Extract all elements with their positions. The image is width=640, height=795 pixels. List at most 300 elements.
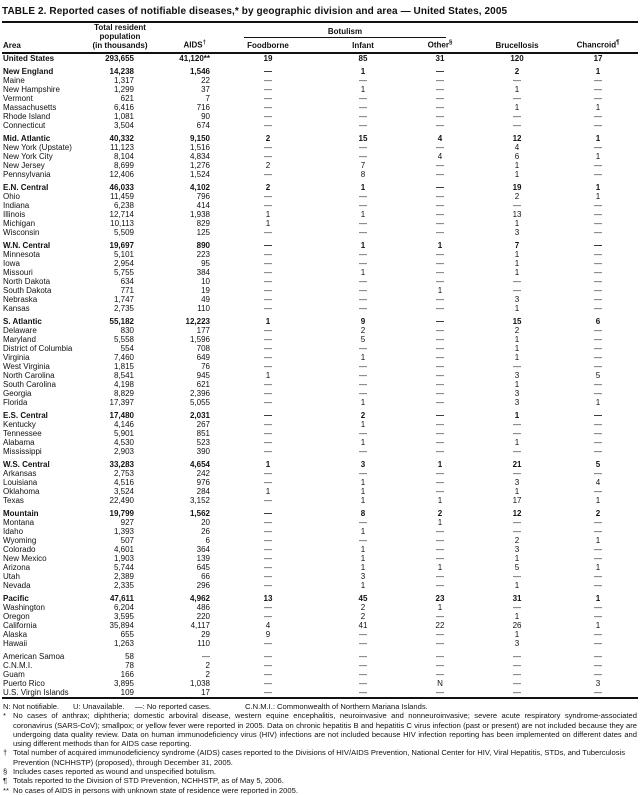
table-row: [2, 371, 638, 380]
cell-population: 8,699: [113, 161, 134, 170]
cell-chancroid: —: [594, 228, 603, 237]
cell-chancroid: —: [594, 670, 603, 679]
table-row: [2, 143, 638, 152]
cell-botulism-infant: 1: [360, 353, 366, 362]
cell-botulism-foodborne: —: [264, 67, 272, 76]
cell-botulism-other: 1: [437, 460, 443, 469]
table-row: [2, 527, 638, 536]
cell-area: American Samoa: [3, 652, 65, 661]
table-row: [2, 268, 638, 277]
cell-botulism-other: —: [436, 85, 444, 94]
cell-brucellosis: 4: [514, 143, 520, 152]
cell-brucellosis: 1: [514, 380, 520, 389]
column-header-brucellosis: Brucellosis: [495, 41, 539, 50]
cell-area: New Jersey: [3, 161, 45, 170]
cell-area: S. Atlantic: [3, 317, 42, 326]
cell-chancroid: —: [594, 603, 603, 612]
cell-population: 12,714: [109, 210, 134, 219]
cell-population: 1,263: [113, 639, 134, 648]
cell-chancroid: —: [594, 438, 603, 447]
table-row: [2, 210, 638, 219]
cell-botulism-other: 1: [437, 496, 443, 505]
cell-botulism-other: 1: [437, 603, 443, 612]
cell-area: Mountain: [3, 509, 39, 518]
cell-botulism-foodborne: —: [264, 268, 272, 277]
footnote-marker: §: [3, 767, 8, 777]
cell-population: 11,459: [110, 192, 134, 201]
cell-botulism-infant: —: [359, 192, 367, 201]
cell-aids: 2,031: [189, 411, 210, 420]
cell-botulism-other: —: [436, 670, 444, 679]
cell-botulism-infant: 1: [360, 545, 366, 554]
cell-area: New Mexico: [3, 554, 47, 563]
cell-aids: 5,055: [189, 398, 210, 407]
cell-brucellosis: —: [513, 469, 522, 478]
cell-botulism-infant: —: [359, 143, 367, 152]
cell-botulism-foodborne: 1: [265, 460, 271, 469]
table-row: [2, 447, 638, 456]
table-row: [2, 353, 638, 362]
cell-brucellosis: 1: [514, 630, 520, 639]
cell-botulism-infant: —: [359, 76, 367, 85]
cell-area: E.N. Central: [3, 183, 49, 192]
cell-brucellosis: 1: [514, 554, 520, 563]
cell-area: Alaska: [3, 630, 28, 639]
cell-botulism-foodborne: —: [264, 353, 272, 362]
cell-area: West Virginia: [3, 362, 50, 371]
cell-botulism-infant: —: [359, 259, 367, 268]
cell-botulism-foodborne: —: [264, 143, 272, 152]
cell-aids: 223: [196, 250, 210, 259]
cell-area: Massachusetts: [3, 103, 57, 112]
cell-botulism-infant: 1: [360, 85, 366, 94]
cell-area: Mid. Atlantic: [3, 134, 51, 143]
table-row: [2, 469, 638, 478]
cell-area: Alabama: [3, 438, 35, 447]
cell-botulism-foodborne: —: [264, 545, 272, 554]
cell-area: Iowa: [3, 259, 20, 268]
cell-botulism-other: N: [437, 679, 443, 688]
cell-botulism-infant: 1: [360, 438, 366, 447]
cell-aids: 716: [196, 103, 210, 112]
cell-brucellosis: 1: [514, 103, 520, 112]
abbrev-item: —: No reported cases.: [135, 702, 211, 711]
cell-botulism-infant: 1: [360, 581, 366, 590]
cell-brucellosis: —: [513, 362, 522, 371]
cell-population: 634: [120, 277, 134, 286]
cell-chancroid: 5: [595, 371, 601, 380]
cell-chancroid: —: [594, 411, 603, 420]
cell-botulism-other: —: [436, 344, 444, 353]
footnote: [3, 776, 637, 785]
cell-brucellosis: —: [513, 121, 522, 130]
cell-brucellosis: 3: [514, 398, 520, 407]
cell-chancroid: —: [594, 268, 603, 277]
cell-chancroid: —: [594, 353, 603, 362]
cell-botulism-other: —: [436, 527, 444, 536]
cell-botulism-foodborne: —: [264, 652, 272, 661]
cell-botulism-foodborne: —: [264, 518, 272, 527]
table-row: [2, 192, 638, 201]
cell-brucellosis: —: [513, 201, 522, 210]
cell-chancroid: —: [594, 259, 603, 268]
cell-botulism-infant: —: [359, 630, 367, 639]
cell-botulism-infant: 3: [360, 572, 366, 581]
cell-population: 19,799: [109, 509, 134, 518]
cell-botulism-other: —: [436, 94, 444, 103]
cell-botulism-infant: —: [359, 362, 367, 371]
cell-area: Washington: [3, 603, 45, 612]
cell-population: 7,460: [113, 353, 134, 362]
cell-botulism-infant: 2: [360, 603, 366, 612]
footnote-text: No cases of anthrax; diphtheria; domestic arboviral disease, western equine encephalitis, neuroinvasive and nonneuroinvasive; severe acute respiratory syndrome-associated coronavirus (SARS-CoV); smallpox; or yellow fever were reported in 2005. Data on chronic hepatitis B and hepatitis C virus infection (past or present) are not included because they are undergoing data quality review. Data on human immunodeficiency virus (HIV) infections are not included because HIV infection reporting has been implemented on different dates and using different methods than for AIDS case reporting.: [13, 711, 637, 749]
cell-area: New Hampshire: [3, 85, 60, 94]
cell-brucellosis: 3: [514, 228, 520, 237]
footnote-marker: ¶: [3, 776, 8, 786]
table-row: [2, 326, 638, 335]
cell-chancroid: —: [594, 554, 603, 563]
cell-botulism-foodborne: —: [264, 76, 272, 85]
cell-botulism-other: —: [436, 170, 444, 179]
footnote-marker: †: [3, 748, 8, 758]
cell-botulism-other: —: [436, 161, 444, 170]
cell-botulism-other: —: [436, 143, 444, 152]
cell-botulism-other: —: [436, 219, 444, 228]
cell-population: 621: [120, 94, 134, 103]
cell-aids: 1,562: [189, 509, 210, 518]
cell-botulism-foodborne: —: [264, 496, 272, 505]
cell-botulism-other: —: [436, 210, 444, 219]
cell-chancroid: —: [594, 112, 603, 121]
cell-area: California: [3, 621, 37, 630]
cell-chancroid: —: [594, 688, 603, 697]
cell-botulism-infant: —: [359, 277, 367, 286]
cell-area: Minnesota: [3, 250, 40, 259]
table-row: [2, 76, 638, 85]
table-row: [2, 277, 638, 286]
cell-botulism-infant: —: [359, 286, 367, 295]
cell-chancroid: —: [594, 210, 603, 219]
cell-population: 109: [120, 688, 134, 697]
cell-aids: 1,938: [189, 210, 210, 219]
cell-population: 4,516: [113, 478, 134, 487]
table-row: [2, 344, 638, 353]
cell-area: Vermont: [3, 94, 33, 103]
cell-brucellosis: 2: [514, 67, 520, 76]
cell-aids: 364: [196, 545, 210, 554]
cell-area: Wyoming: [3, 536, 37, 545]
cell-area: Oklahoma: [3, 487, 40, 496]
cell-aids: 29: [201, 630, 210, 639]
cell-botulism-foodborne: —: [264, 259, 272, 268]
cell-area: W.S. Central: [3, 460, 50, 469]
cell-botulism-infant: —: [359, 250, 367, 259]
cell-aids: 2: [205, 670, 210, 679]
table-row: [2, 581, 638, 590]
cell-population: 10,113: [110, 219, 134, 228]
cell-chancroid: —: [594, 652, 603, 661]
cell-aids: 12,223: [185, 317, 210, 326]
cell-chancroid: —: [594, 304, 603, 313]
cell-aids: 4,117: [190, 621, 210, 630]
cell-chancroid: —: [594, 389, 603, 398]
cell-population: 4,601: [113, 545, 134, 554]
cell-population: 5,901: [113, 429, 134, 438]
cell-brucellosis: —: [513, 527, 522, 536]
cell-botulism-infant: —: [359, 389, 367, 398]
cell-population: 2,335: [113, 581, 134, 590]
cell-aids: 37: [201, 85, 210, 94]
cell-botulism-other: —: [436, 652, 444, 661]
cell-botulism-foodborne: —: [264, 661, 272, 670]
cell-aids: 3,152: [189, 496, 210, 505]
cell-brucellosis: 3: [514, 371, 520, 380]
cell-chancroid: —: [594, 250, 603, 259]
cell-botulism-infant: —: [359, 201, 367, 210]
cell-chancroid: —: [594, 161, 603, 170]
table-row: [2, 63, 638, 76]
cell-botulism-infant: 1: [360, 487, 366, 496]
cell-botulism-other: —: [436, 469, 444, 478]
cell-brucellosis: 1: [514, 581, 520, 590]
cell-population: 40,332: [109, 134, 134, 143]
cell-area: United States: [3, 54, 55, 63]
table-row: [2, 679, 638, 688]
cell-chancroid: —: [594, 362, 603, 371]
cell-botulism-foodborne: —: [264, 344, 272, 353]
cell-botulism-foodborne: 1: [265, 317, 271, 326]
cell-area: New England: [3, 67, 54, 76]
cell-aids: 1,524: [189, 170, 210, 179]
cell-area: W.N. Central: [3, 241, 51, 250]
cell-population: 1,317: [113, 76, 134, 85]
cell-botulism-infant: —: [359, 661, 367, 670]
cell-chancroid: —: [594, 469, 603, 478]
table-row: [2, 438, 638, 447]
cell-brucellosis: 12: [512, 509, 522, 518]
cell-brucellosis: 12: [512, 134, 522, 143]
cell-population: 55,182: [109, 317, 134, 326]
cell-aids: —: [202, 652, 210, 661]
cell-population: 1,815: [113, 362, 134, 371]
cell-brucellosis: 1: [514, 487, 520, 496]
cell-area: Idaho: [3, 527, 24, 536]
column-header-foodborne: Foodborne: [247, 41, 289, 50]
cell-population: 78: [125, 661, 134, 670]
table-row: [2, 94, 638, 103]
cell-botulism-foodborne: 19: [263, 54, 273, 63]
cell-chancroid: —: [594, 630, 603, 639]
cell-botulism-foodborne: —: [264, 152, 272, 161]
table-row: [2, 688, 638, 698]
cell-population: 771: [120, 286, 134, 295]
cell-botulism-foodborne: —: [264, 201, 272, 210]
cell-botulism-infant: —: [359, 639, 367, 648]
cell-botulism-foodborne: —: [264, 103, 272, 112]
cell-brucellosis: 6: [514, 152, 520, 161]
cell-botulism-foodborne: —: [264, 469, 272, 478]
cell-botulism-foodborne: —: [264, 572, 272, 581]
cell-botulism-infant: 1: [360, 554, 366, 563]
cell-botulism-infant: 45: [358, 594, 368, 603]
cell-brucellosis: —: [513, 603, 522, 612]
cell-area: U.S. Virgin Islands: [3, 688, 69, 697]
cell-brucellosis: —: [513, 429, 522, 438]
cell-botulism-foodborne: —: [264, 527, 272, 536]
cell-population: 6,204: [113, 603, 134, 612]
cell-brucellosis: 1: [514, 304, 520, 313]
cell-brucellosis: 3: [514, 545, 520, 554]
cell-botulism-infant: 7: [360, 161, 366, 170]
cell-botulism-foodborne: 2: [265, 161, 271, 170]
table-row: [2, 112, 638, 121]
cell-aids: 829: [196, 219, 210, 228]
cell-botulism-foodborne: —: [264, 612, 272, 621]
cell-botulism-foodborne: 1: [265, 371, 271, 380]
cell-botulism-infant: 85: [358, 54, 368, 63]
cell-aids: 890: [196, 241, 210, 250]
cell-botulism-other: —: [436, 335, 444, 344]
cell-brucellosis: —: [513, 572, 522, 581]
cell-population: 4,198: [113, 380, 134, 389]
cell-botulism-foodborne: —: [264, 241, 272, 250]
cell-population: 11,123: [110, 143, 134, 152]
cell-area: Hawaii: [3, 639, 28, 648]
cell-chancroid: —: [594, 380, 603, 389]
cell-brucellosis: —: [513, 286, 522, 295]
cell-area: Puerto Rico: [3, 679, 45, 688]
cell-area: South Carolina: [3, 380, 56, 389]
cell-botulism-other: 1: [437, 241, 443, 250]
cell-area: Mississippi: [3, 447, 42, 456]
cell-botulism-foodborne: —: [264, 286, 272, 295]
footnote-text: Includes cases reported as wound and unspecified botulism.: [13, 767, 217, 777]
column-header-other: Other§: [427, 40, 453, 50]
cell-area: Maryland: [3, 335, 36, 344]
cell-botulism-infant: 1: [360, 420, 366, 429]
table-row: [2, 286, 638, 295]
cell-botulism-other: —: [436, 295, 444, 304]
cell-aids: 851: [196, 429, 210, 438]
cell-brucellosis: 17: [512, 496, 522, 505]
cell-botulism-infant: 1: [360, 563, 366, 572]
cell-area: Indiana: [3, 201, 30, 210]
cell-chancroid: —: [594, 581, 603, 590]
cell-population: 2,389: [113, 572, 134, 581]
cell-chancroid: —: [594, 344, 603, 353]
cell-botulism-other: —: [436, 478, 444, 487]
cell-chancroid: 1: [595, 183, 601, 192]
table-row: [2, 407, 638, 420]
cell-brucellosis: 3: [514, 478, 520, 487]
cell-botulism-infant: 2: [360, 612, 366, 621]
cell-botulism-other: —: [436, 192, 444, 201]
cell-chancroid: —: [594, 219, 603, 228]
cell-botulism-infant: 3: [360, 460, 366, 469]
cell-chancroid: 1: [595, 536, 601, 545]
cell-botulism-infant: 41: [358, 621, 368, 630]
cell-brucellosis: —: [513, 679, 522, 688]
cell-botulism-other: 23: [435, 594, 445, 603]
cell-aids: 95: [201, 259, 210, 268]
cell-botulism-other: —: [436, 572, 444, 581]
cell-brucellosis: —: [513, 112, 522, 121]
cell-chancroid: —: [594, 335, 603, 344]
cell-botulism-infant: —: [359, 688, 367, 697]
cell-area: Arkansas: [3, 469, 37, 478]
table-row: [2, 545, 638, 554]
cell-botulism-infant: 1: [360, 183, 366, 192]
cell-chancroid: 3: [595, 679, 601, 688]
cell-chancroid: —: [594, 572, 603, 581]
table-body: [2, 53, 638, 698]
cell-population: 293,655: [105, 54, 134, 63]
cell-chancroid: —: [594, 201, 603, 210]
cell-botulism-foodborne: 9: [265, 630, 271, 639]
column-header-area: Area: [3, 41, 21, 50]
cell-botulism-other: —: [436, 639, 444, 648]
cell-aids: 7: [205, 94, 210, 103]
cell-botulism-infant: —: [359, 536, 367, 545]
cell-brucellosis: —: [513, 661, 522, 670]
cell-population: 655: [120, 630, 134, 639]
cell-population: 2,954: [113, 259, 134, 268]
cell-aids: 1,038: [189, 679, 210, 688]
cell-aids: 4,962: [189, 594, 210, 603]
cell-botulism-infant: —: [359, 94, 367, 103]
cell-population: 58: [125, 652, 134, 661]
table-row: [2, 389, 638, 398]
table-row: [2, 103, 638, 112]
cell-botulism-foodborne: —: [264, 670, 272, 679]
cell-aids: 10: [201, 277, 210, 286]
cell-area: Nebraska: [3, 295, 38, 304]
cell-brucellosis: 7: [514, 241, 520, 250]
cell-population: 8,541: [113, 371, 134, 380]
cell-aids: 242: [196, 469, 210, 478]
cell-botulism-foodborne: —: [264, 420, 272, 429]
cell-aids: 49: [201, 295, 210, 304]
cell-botulism-other: —: [436, 228, 444, 237]
cell-botulism-infant: 1: [360, 527, 366, 536]
cell-aids: 284: [196, 487, 210, 496]
cell-chancroid: 6: [595, 317, 601, 326]
cell-population: 3,504: [113, 121, 134, 130]
cell-aids: 523: [196, 438, 210, 447]
cell-brucellosis: —: [513, 76, 522, 85]
cell-aids: 2: [205, 661, 210, 670]
cell-chancroid: 1: [595, 192, 601, 201]
cell-chancroid: —: [594, 527, 603, 536]
cell-area: Arizona: [3, 563, 31, 572]
cell-chancroid: 1: [595, 134, 601, 143]
cell-population: 4,530: [113, 438, 134, 447]
cell-botulism-infant: 5: [360, 335, 366, 344]
table-row: [2, 554, 638, 563]
cell-population: 3,524: [113, 487, 134, 496]
footnote: [3, 767, 637, 776]
cell-aids: 296: [196, 581, 210, 590]
cell-area: Georgia: [3, 389, 32, 398]
cell-population: 5,101: [113, 250, 134, 259]
cell-botulism-other: —: [436, 371, 444, 380]
cell-botulism-foodborne: —: [264, 277, 272, 286]
cell-area: Michigan: [3, 219, 36, 228]
cell-botulism-infant: —: [359, 295, 367, 304]
cell-brucellosis: —: [513, 688, 522, 697]
cell-aids: 110: [197, 304, 210, 313]
cell-area: E.S. Central: [3, 411, 48, 420]
